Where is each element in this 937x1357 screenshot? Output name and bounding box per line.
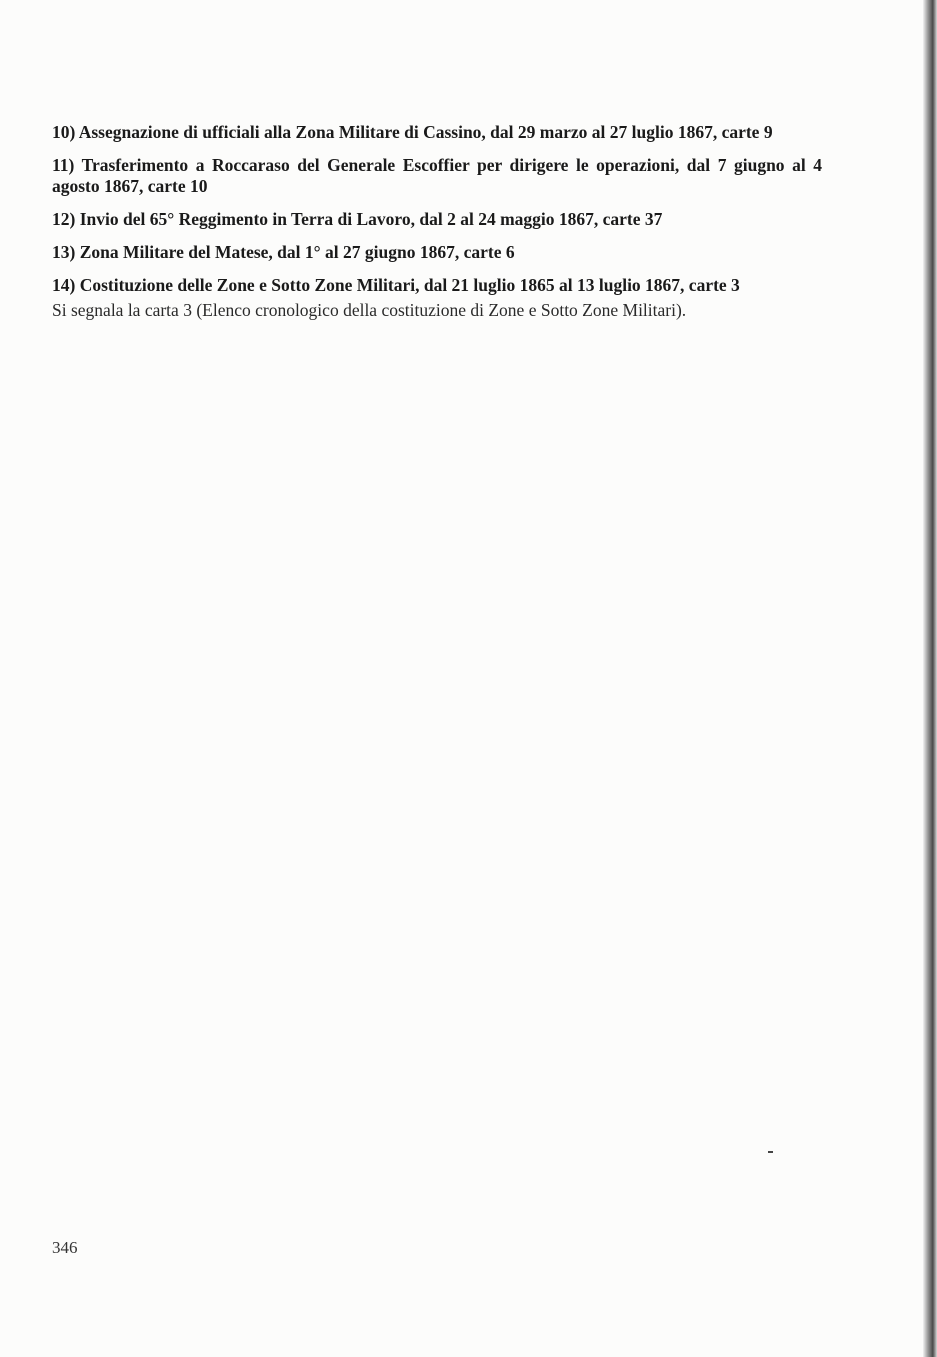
scan-speck [768,1151,773,1153]
entry-13: 13) Zona Militare del Matese, dal 1° al 27 giugno 1867, carte 6 [52,242,515,262]
entry-12: 12) Invio del 65° Reggimento in Terra di Lavoro, dal 2 al 24 maggio 1867, carte 37 [52,209,663,229]
page-number: 346 [52,1238,78,1257]
entry-11: 11) Trasferimento a Roccaraso del Generale Escoffier per dirigere le operazioni, dal 7 giugno al 4 agosto 1867, carte 10 [52,155,822,196]
entry-10: 10) Assegnazione di ufficiali alla Zona Militare di Cassino, dal 29 marzo al 27 luglio 1867, carte 9 [52,122,773,142]
entry-list [52,122,822,321]
entry-14: 14) Costituzione delle Zone e Sotto Zone Militari, dal 21 luglio 1865 al 13 luglio 1867, carte 3 [52,275,740,295]
entry-14-note: Si segnala la carta 3 (Elenco cronologico della costituzione di Zone e Sotto Zone Militari). [52,300,687,320]
binding-edge [923,0,937,1357]
